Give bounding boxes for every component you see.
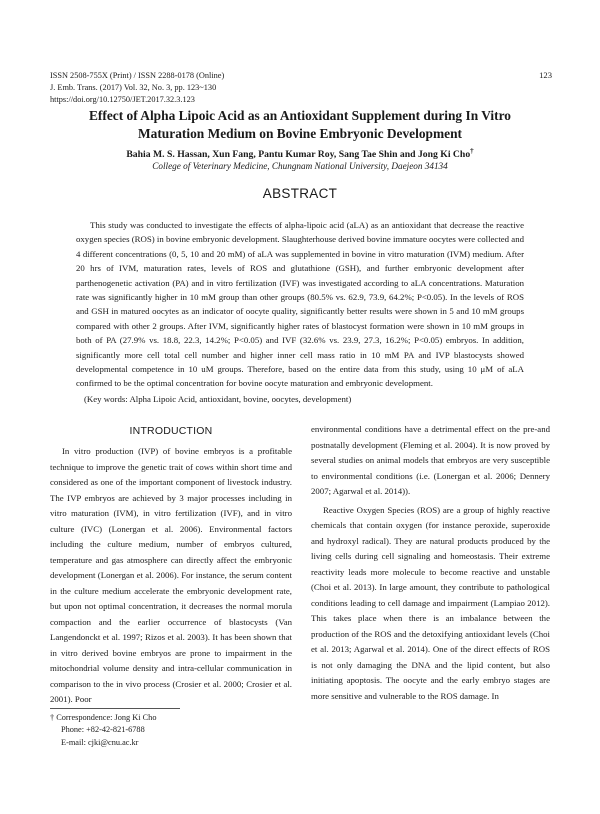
authors-text: Bahia M. S. Hassan, Xun Fang, Pantu Kumar Roy, Sang Tae Shin and Jong Ki Cho [126, 149, 471, 161]
dagger-mark: † [50, 713, 55, 722]
footnote [50, 712, 156, 749]
corresponding-author-mark: † [470, 147, 474, 155]
abstract-text: This study was conducted to investigate the effects of alpha-lipoic acid (aLA) as an antioxidant that decrease the reactive oxygen species (ROS) in bovine embryonic development. Slaughterhouse derived bovine immature oocytes were collected and 4 different concentrations (0, 5, 10 and 20 mM) of aLA was supplemented in bovine in vitro maturation (IVM) medium. After 20 hrs of IVM, maturation rates, levels of ROS and glutathione (GSH), and further embryonic development after parthenogenetic activation (PA) and in vitro fertilization (IVF) was investigated according to aLA concentrations. Maturation rate was significantly higher in 10 mM group than other groups (80.5% vs. 62.9, 73.9, 64.2%; P<0.05). In the levels of ROS and GSH in matured oocytes as an indicator of oocyte quality, significantly better results were shown in 5 and 10 mM groups compared with other 2 groups. After IVM, significantly higher rates of blastocyst formation were shown in 10 mM groups in both of PA (27.9% vs. 18.8, 22.3, 14.2%; P<0.05) and IVF (32.6% vs. 23.9, 27.3, 16.2%; P<0.05) embryos. In addition, significantly more cell total cell number and higher inner cell mass ratio in 10 mM PA and IVP blastocysts showed developmental competence in 10 uM groups. Therefore, based on the entire data from this study, using 10 μM of aLA confirmed to be the optimal concentration for bovine oocyte maturation and embryonic development. [76, 220, 524, 389]
journal-header [50, 70, 224, 107]
title-line-2: Maturation Medium on Bovine Embryonic Development [138, 126, 462, 141]
abstract-heading: ABSTRACT [262, 186, 338, 201]
intro-paragraph-3: Reactive Oxygen Species (ROS) are a group of highly reactive chemicals that contain oxygen (for instance peroxide, superoxide and hydroxyl radical). They are natural products produced by the living cells during cell signaling and homeostasis. Their extreme reactivity leads more molecule to become reactive and unstable (Choi et al. 2013). In large amount, they contribute to pathological conditions leading to cell damage and impairment (Lampiao 2012). This takes place when there is an imbalance between the production of the ROS and the detoxifying antioxidant levels (Choi et al. 2013; Agarwal et al. 2014). One of the direct effects of ROS is not only damaging the DNA and the lipid content, but also initiating apoptosis. The oocyte and the early embryo stages are more sensitive and vulnerable to the ROS damage. In [311, 504, 550, 701]
intro-paragraph-2: environmental conditions have a detrimental effect on the pre-and postnatally development (Fleming et al. 2004). It is now proved by several studies on animal models that embryos are very susceptible to environmental conditions (i.e. (Lonergan et al. 2006; Dennery 2007; Agarwal et al. 2014)). [311, 424, 550, 496]
right-column [311, 422, 550, 704]
keywords: (Key words: Alpha Lipoic Acid, antioxidant, bovine, oocytes, development) [84, 393, 352, 404]
paper-title [60, 107, 540, 143]
intro-paragraph-1: In vitro production (IVP) of bovine embryos is a profitable technique to improve the genetic trait of cows within short time and considered as one of the important component of livestock industry. The IVP embryos are achieved by 3 major processes including in vitro maturation (IVM), in vitro fertilization (IVF), and in vitro culture (IVC) (Lonergan et al. 2006). Environmental factors including the culture medium, number of embryos cultured, temperature and gas atmosphere can directly affect the embryonic development (Lonergan et al. 2006). For instance, the serum content in the culture medium accelerate the embryonic development rate, but upon not optimal concentration, it decreases the normal morula compaction and the earlier occurrence of blastocysts (Van Langendonckt et al. 1997; Rizos et al. 2003). It has been shown that in vitro derived bovine embryos are prone to impairment in the mitochondrial volume density and intra-cellular communication in comparison to the in vivo process (Crosier et al. 2000; Crosier et al. 2001). Poor [50, 446, 292, 704]
affiliation: College of Veterinary Medicine, Chungnam National University, Daejeon 34134 [152, 161, 448, 171]
issn-line: ISSN 2508-755X (Print) / ISSN 2288-0178 (Online) [50, 71, 225, 80]
footnote-divider [50, 708, 180, 709]
left-column [50, 444, 292, 708]
author-list [40, 145, 560, 161]
doi-link[interactable]: https://doi.org/10.12750/JET.2017.32.3.123 [50, 95, 195, 105]
page-number: 123 [539, 70, 552, 80]
title-line-1: Effect of Alpha Lipoic Acid as an Antioxidant Supplement during In Vitro [88, 108, 511, 123]
correspondence-line [50, 712, 156, 724]
phone-line: Phone: +82-42-821-6788 [61, 725, 145, 735]
email-line[interactable]: E-mail: cjki@cnu.ac.kr [61, 737, 139, 747]
abstract-section [76, 218, 524, 406]
citation-line: J. Emb. Trans. (2017) Vol. 32, No. 3, pp. 123~130 [50, 83, 217, 93]
correspondence-text: Correspondence: Jong Ki Cho [56, 713, 157, 722]
introduction-heading: INTRODUCTION [129, 425, 213, 437]
